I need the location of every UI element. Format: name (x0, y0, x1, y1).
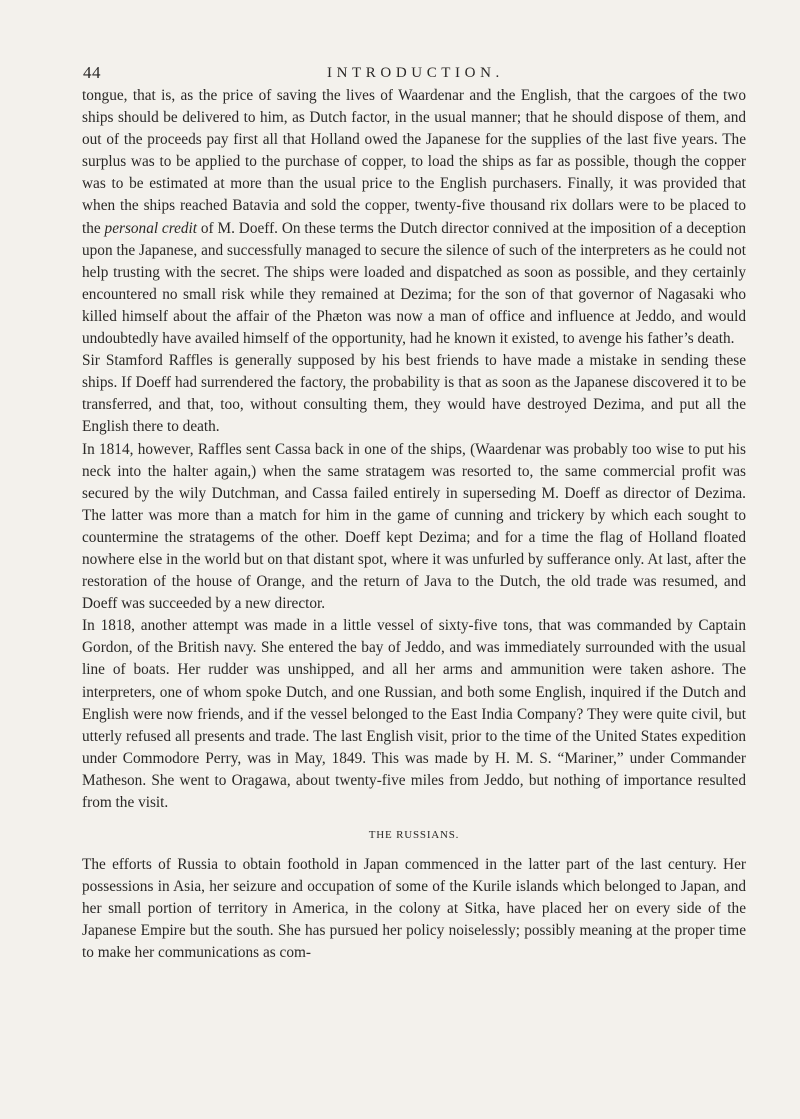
paragraph-3: In 1814, however, Raffles sent Cassa back in one of the ships, (Waardenar was probably too wise to put his neck into the halter again,) when the same stratagem was resorted to, the same commercial profit was secured by the wily Dutchman, and Cassa failed entirely in superseding M. Doeff as director of Dezima. The latter was more than a match for him in the game of cunning and trickery by which each sought to countermine the stratagems of the other. Doeff kept Dezima; and for a time the flag of Holland floated nowhere else in the world but on that distant spot, where it was unfurled by sufferance only. At last, after the restoration of the house of Orange, and the return of Java to the Dutch, the old trade was resumed, and Doeff was succeeded by a new director. (82, 440, 746, 613)
paragraph-1-text: tongue, that is, as the price of saving the lives of Waardenar and the English, that the cargoes of the two ships should be delivered to him, as Dutch factor, in the usual manner; that he should dispose of them, and out of the proceeds pay first all that Holland owed the Japanese for the supplies of the last five years. The surplus was to be applied to the purchase of copper, to load the ships as far as possible, though the copper was to be estimated at more than the usual price to the English purchasers. Finally, it was provided that when the ships reached Batavia and sold the copper, twenty-five thousand rix dollars were to be placed to the (82, 87, 746, 237)
paragraph-1-tail: of M. Doeff. On these terms the Dutch director connived at the imposition of a deception upon the Japanese, and successfully managed to secure the silence of such of the interpreters as he could not help trusting with the secret. The ships were loaded and dispatched as soon as possible, and they certainly encountered no small risk while they remained at Dezima; for the son of that governor of Nagasaki who killed himself about the affair of the Phæton was now a man of office and influence at Jeddo, and would undoubtedly have availed himself of the opportunity, had he known it existed, to avenge his father’s death. (82, 219, 747, 348)
paragraph-5: The efforts of Russia to obtain foothold in Japan commenced in the latter part of the last century. Her possessions in Asia, her seizure and occupation of some of the Kurile islands which belonged to Japan, and her small portion of territory in America, in the colony at Sitka, have placed her on every side of the Japanese Empire but the south. She has pursued her policy noiselessly; possibly meaning at the proper time to make her communications as com- (82, 856, 746, 962)
section-heading: THE RUSSIANS. (368, 829, 460, 842)
italic-phrase: personal credit (104, 219, 198, 237)
body-text (82, 85, 746, 965)
page-number: 44 (83, 63, 101, 82)
running-head: INTRODUCTION. (327, 65, 504, 81)
paragraph-2: Sir Stamford Raffles is generally supposed by his best friends to have made a mistake in sending these ships. If Doeff had surrendered the factory, the probability is that as soon as the Japanese discovered it to be transferred, and that, too, without consulting them, they would have destroyed Dezima, and put all the English there to death. (82, 352, 746, 436)
paragraph-4: In 1818, another attempt was made in a little vessel of sixty-five tons, that was commanded by Captain Gordon, of the British navy. She entered the bay of Jeddo, and was immediately surrounded with the usual line of boats. Her rudder was unshipped, and all her arms and ammunition were taken ashore. The interpreters, one of whom spoke Dutch, and one Russian, and both some English, inquired if the Dutch and English were now friends, and if the vessel belonged to the East India Company? They were quite civil, but utterly refused all presents and trade. The last English visit, prior to the time of the United States expedition under Commodore Perry, was in May, 1849. This was made by H. M. S. “Mariner,” under Commander Matheson. She went to Oragawa, about twenty-five miles from Jeddo, but nothing of importance resulted from the visit. (82, 617, 746, 811)
paragraph-1 (82, 85, 746, 350)
